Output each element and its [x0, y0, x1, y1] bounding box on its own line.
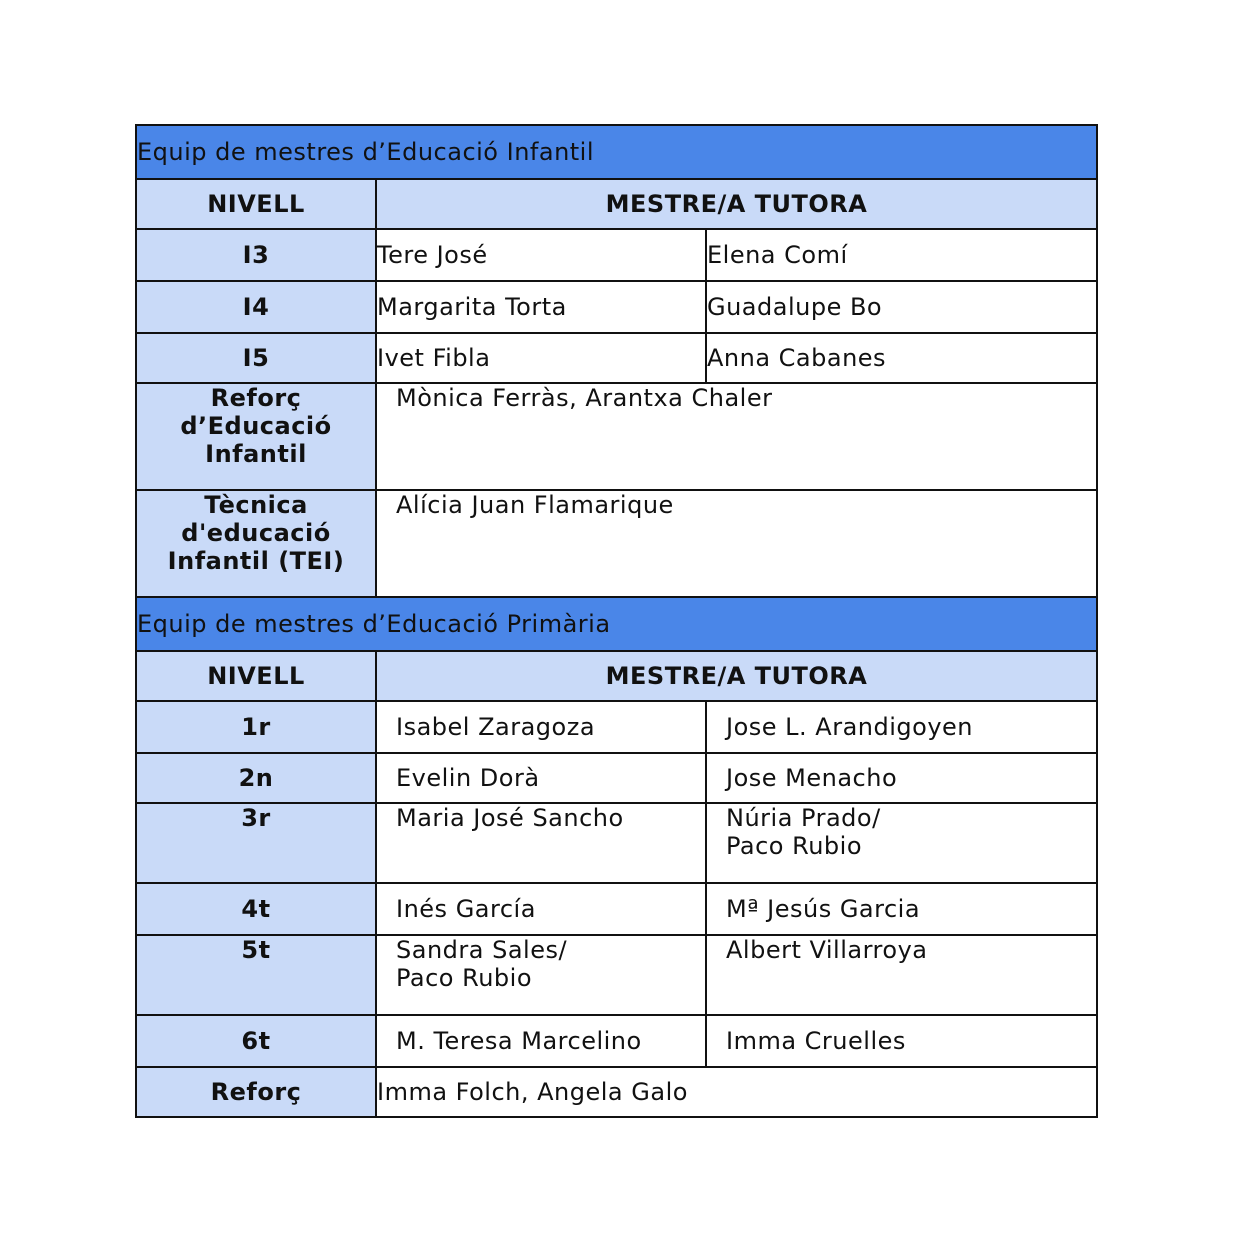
teacher-cell: Isabel Zaragoza — [376, 701, 706, 753]
column-header-nivell: NIVELL — [136, 179, 376, 229]
table-row — [136, 803, 1097, 883]
table-row — [136, 753, 1097, 803]
section-header-primaria — [136, 597, 1097, 651]
teacher-cell — [706, 803, 1097, 883]
teacher-cell: Mª Jesús Garcia — [706, 883, 1097, 935]
level-line: d'educació — [181, 519, 331, 547]
table-row — [136, 935, 1097, 1015]
teacher-cell: Evelin Dorà — [376, 753, 706, 803]
teacher-line: Paco Rubio — [396, 964, 533, 992]
teacher-cell: Elena Comí — [706, 229, 1097, 281]
level-cell: 5t — [136, 935, 376, 1015]
teacher-line: Paco Rubio — [726, 832, 863, 860]
teacher-line: Núria Prado/ — [726, 804, 881, 832]
teacher-cell — [376, 935, 706, 1015]
teacher-cell: Imma Folch, Angela Galo — [376, 1067, 1097, 1117]
staff-table — [135, 124, 1098, 1118]
teacher-cell: Tere José — [376, 229, 706, 281]
teacher-cell: Anna Cabanes — [706, 333, 1097, 383]
table-row — [136, 229, 1097, 281]
level-cell: 1r — [136, 701, 376, 753]
teacher-cell: Albert Villarroya — [706, 935, 1097, 1015]
teacher-cell: Margarita Torta — [376, 281, 706, 333]
level-cell: I5 — [136, 333, 376, 383]
level-line: d’Educació — [180, 412, 332, 440]
level-line: Tècnica — [204, 491, 308, 519]
table-row — [136, 383, 1097, 490]
teacher-cell: Maria José Sancho — [376, 803, 706, 883]
level-cell: 4t — [136, 883, 376, 935]
table-row — [136, 281, 1097, 333]
teacher-cell: Jose L. Arandigoyen — [706, 701, 1097, 753]
level-cell — [136, 383, 376, 490]
table-row — [136, 701, 1097, 753]
table-row — [136, 1015, 1097, 1067]
section-title-primaria: Equip de mestres d’Educació Primària — [136, 597, 1097, 651]
column-header-row — [136, 179, 1097, 229]
table-row — [136, 490, 1097, 597]
level-cell — [136, 490, 376, 597]
teacher-cell: Ivet Fibla — [376, 333, 706, 383]
level-cell: 2n — [136, 753, 376, 803]
column-header-nivell: NIVELL — [136, 651, 376, 701]
column-header-tutor: MESTRE/A TUTORA — [376, 179, 1097, 229]
level-line: Reforç — [210, 384, 302, 412]
level-cell: 3r — [136, 803, 376, 883]
level-cell: 6t — [136, 1015, 376, 1067]
teacher-cell: M. Teresa Marcelino — [376, 1015, 706, 1067]
teacher-cell: Imma Cruelles — [706, 1015, 1097, 1067]
section-header-infantil — [136, 125, 1097, 179]
column-header-tutor: MESTRE/A TUTORA — [376, 651, 1097, 701]
level-line: Infantil — [205, 440, 307, 468]
teacher-line: Sandra Sales/ — [396, 936, 568, 964]
level-cell: I3 — [136, 229, 376, 281]
teacher-cell: Alícia Juan Flamarique — [376, 490, 1097, 597]
table-row — [136, 883, 1097, 935]
teacher-cell: Inés García — [376, 883, 706, 935]
teacher-cell: Mònica Ferràs, Arantxa Chaler — [376, 383, 1097, 490]
level-cell: I4 — [136, 281, 376, 333]
teacher-cell: Guadalupe Bo — [706, 281, 1097, 333]
level-cell: Reforç — [136, 1067, 376, 1117]
column-header-row — [136, 651, 1097, 701]
table-row — [136, 333, 1097, 383]
section-title-infantil: Equip de mestres d’Educació Infantil — [136, 125, 1097, 179]
level-line: Infantil (TEI) — [167, 547, 345, 575]
table-row — [136, 1067, 1097, 1117]
teacher-cell: Jose Menacho — [706, 753, 1097, 803]
